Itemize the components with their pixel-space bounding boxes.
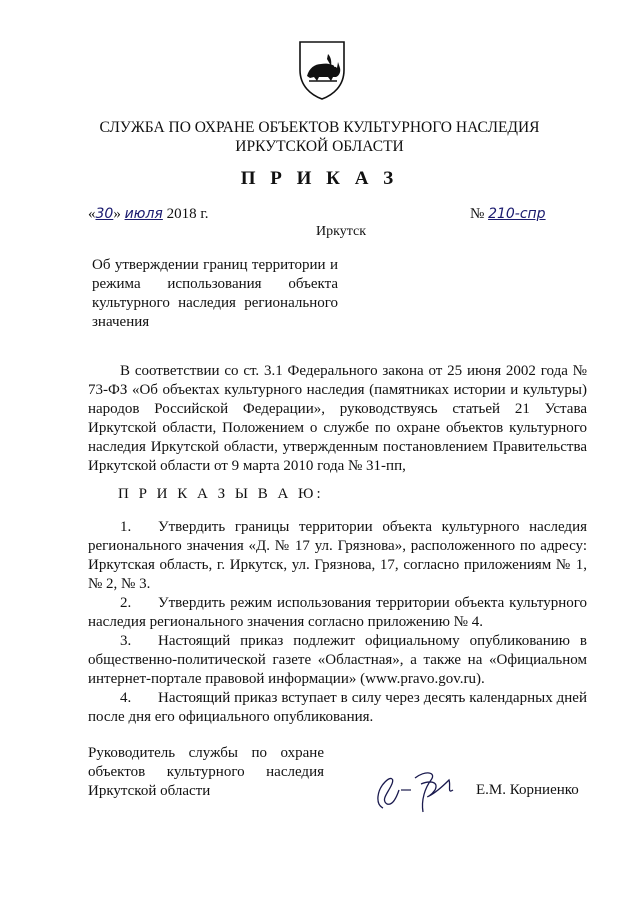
organization-name-line1: СЛУЖБА ПО ОХРАНЕ ОБЪЕКТОВ КУЛЬТУРНОГО НАСЛЕДИЯ [99, 119, 540, 136]
number-handwritten: 210-спр [488, 206, 546, 222]
document-city: Иркутск [316, 224, 367, 239]
list-item: 4. Настоящий приказ вступает в силу через десять календарных дней после дня его официального опубликования. [88, 690, 587, 725]
list-item: 1. Утвердить границы территории объекта культурного наследия регионального значения «Д. № 17 ул. Грязнова», расположенного по адресу: Иркутская область, г. Иркутск, ул. Грязнова, 17, согласно приложениям № 1, № 2, № 3. [88, 519, 587, 592]
coat-of-arms-emblem [297, 40, 347, 100]
document-title: П Р И К А З [240, 168, 399, 189]
date-day-handwritten: 30 [95, 206, 114, 222]
decree-items-list [88, 518, 587, 727]
intro-paragraph: В соответствии со ст. 3.1 Федерального закона от 25 июня 2002 года № 73-ФЗ «Об объектах культурного наследия (памятниках истории и культуры) народов Российской Федерации», руководствуясь статьей 21 Устава Иркутской области, Положением о службе по охране объектов культурного наследия Иркутской области, утвержденным постановлением Правительства Иркутской области от 9 марта 2010 года № 31-пп, [88, 363, 587, 474]
date-month-handwritten: июля [124, 206, 163, 222]
document-subject: Об утверждении границ территории и режима использования объекта культурного наследия регионального значения [92, 257, 338, 330]
signatory-role: Руководитель службы по охране объектов культурного наследия Иркутской области [88, 745, 324, 799]
date-year: 2018 г. [166, 206, 209, 222]
signatory-name: Е.М. Корниенко [476, 782, 579, 798]
list-item: 2. Утвердить режим использования территории объекта культурного наследия регионального значения согласно приложению № 4. [88, 595, 587, 630]
organization-name-line2: ИРКУТСКОЙ ОБЛАСТИ [235, 138, 404, 155]
document-number: № 210-спр [470, 206, 546, 222]
document-date: «30» июля 2018 г. [88, 206, 209, 222]
list-item: 3. Настоящий приказ подлежит официальному опубликованию в общественно-политической газете «Областная», а также на «Официальном интернет-портале правовой информации» (www.pravo.gov.ru). [88, 633, 587, 687]
decree-heading: П Р И К А З Ы В А Ю: [118, 486, 324, 502]
handwritten-signature [365, 760, 475, 815]
